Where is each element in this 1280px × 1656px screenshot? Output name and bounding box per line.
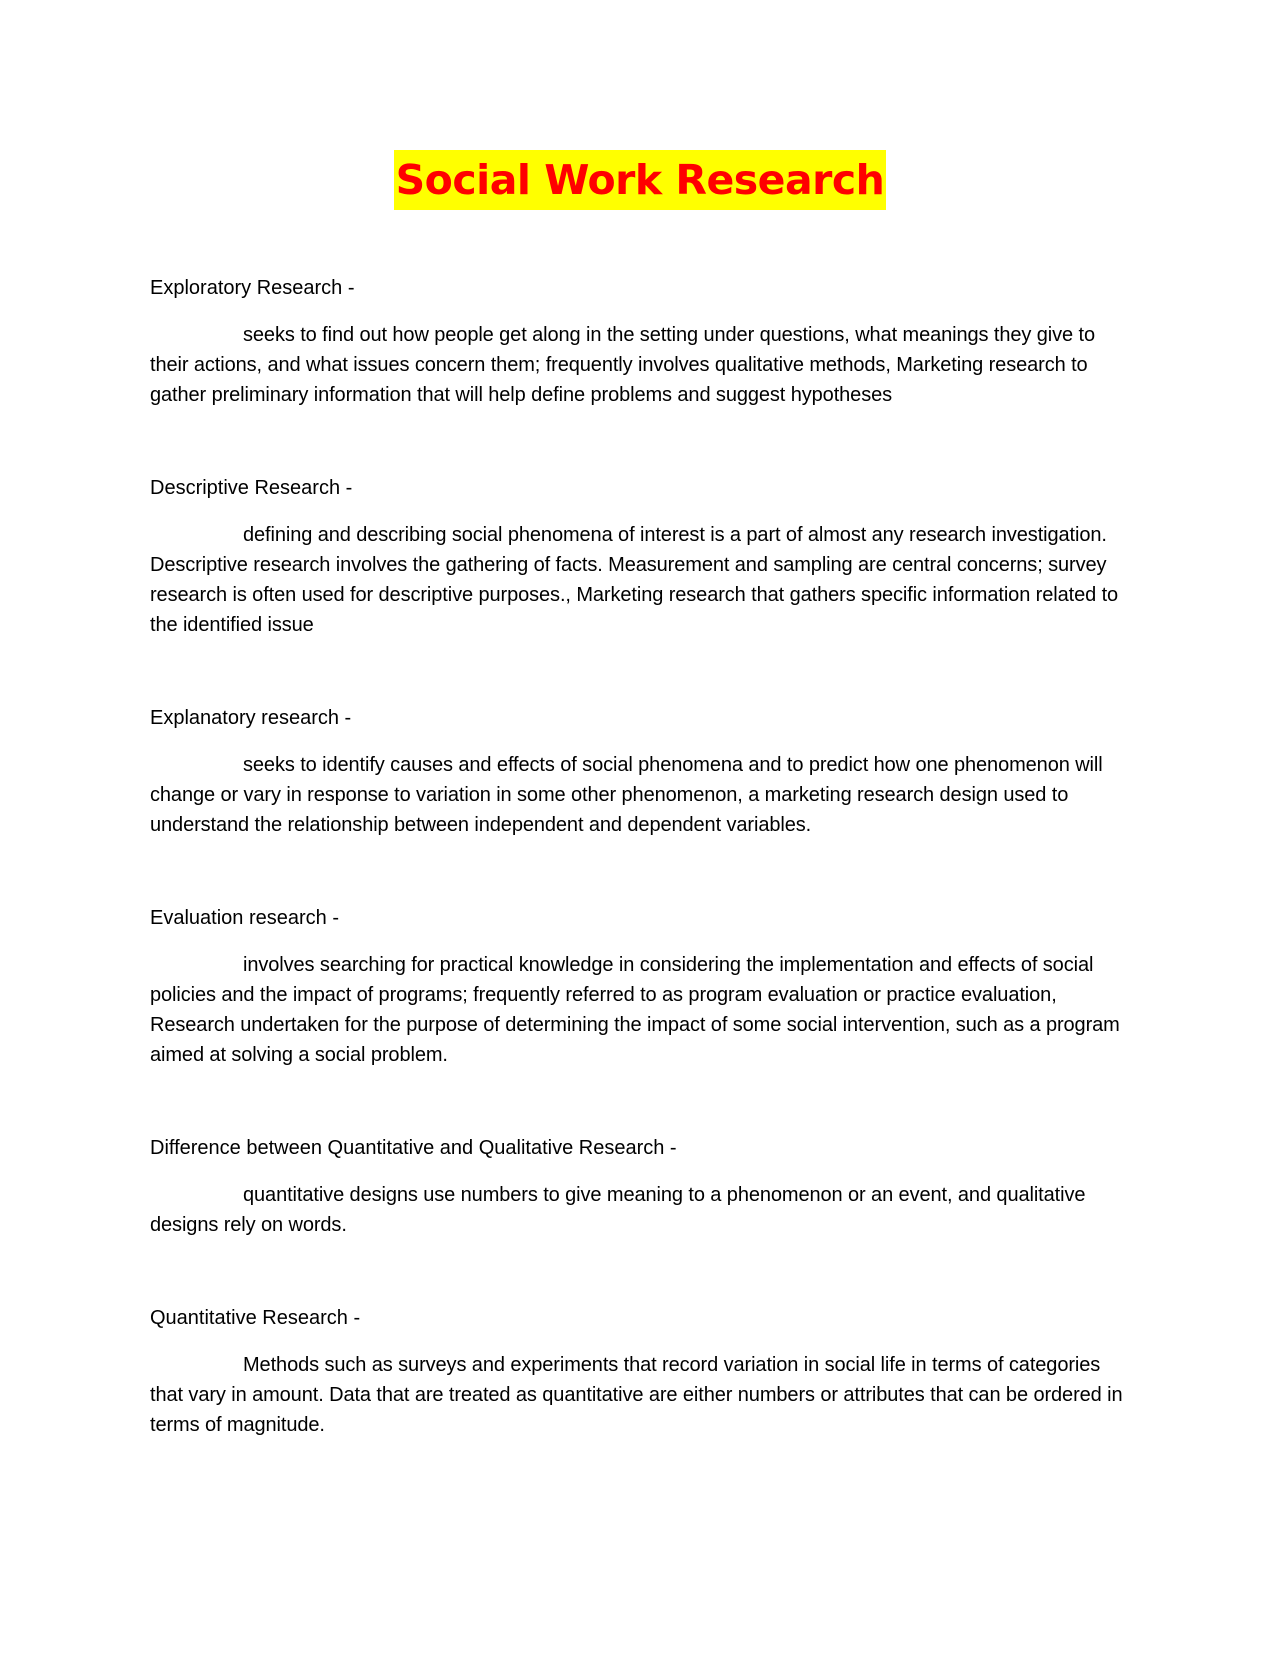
term-heading: Evaluation research - [150,907,339,929]
term-definition: seeks to identify causes and effects of social phenomena and to predict how one phenomenon will change or vary in response to variation in some other phenomenon, a marketing research design used to understand the relationship between independent and dependent variables. [150,754,1103,836]
term-heading: Exploratory Research - [150,277,355,299]
section-explanatory-research [150,703,1130,840]
document-title: Social Work Research [394,150,887,210]
term-definition: quantitative designs use numbers to give meaning to a phenomenon or an event, and qualitative designs rely on words. [150,1184,1086,1236]
term-definition: defining and describing social phenomena of interest is a part of almost any research investigation. Descriptive research involves the gathering of facts. Measurement and sampling are central concerns; survey research is often used for descriptive purposes., Marketing research that gathers specific information related to the identified issue [150,524,1119,636]
term-definition: involves searching for practical knowledge in considering the implementation and effects of social policies and the impact of programs; frequently referred to as program evaluation or practice evaluation, Research undertaken for the purpose of determining the impact of some social intervention, such as a program aimed at solving a social problem. [150,954,1120,1066]
term-heading: Explanatory research - [150,707,352,729]
section-quantitative-vs-qualitative [150,1133,1130,1240]
term-definition: Methods such as surveys and experiments that record variation in social life in terms of categories that vary in amount. Data that are treated as quantitative are either numbers or attributes that can be ordered in terms of magnitude. [150,1354,1123,1436]
section-quantitative-research [150,1303,1130,1440]
section-evaluation-research [150,903,1130,1070]
title-container [0,150,1280,210]
term-heading: Quantitative Research - [150,1307,361,1329]
term-definition: seeks to find out how people get along in the setting under questions, what meanings they give to their actions, and what issues concern them; frequently involves qualitative methods, Marketing research to gather preliminary information that will help define problems and suggest hypotheses [150,324,1095,406]
term-heading: Difference between Quantitative and Qualitative Research - [150,1137,677,1159]
section-descriptive-research [150,473,1130,640]
term-heading: Descriptive Research - [150,477,353,499]
document-body [150,273,1130,1503]
section-exploratory-research [150,273,1130,410]
